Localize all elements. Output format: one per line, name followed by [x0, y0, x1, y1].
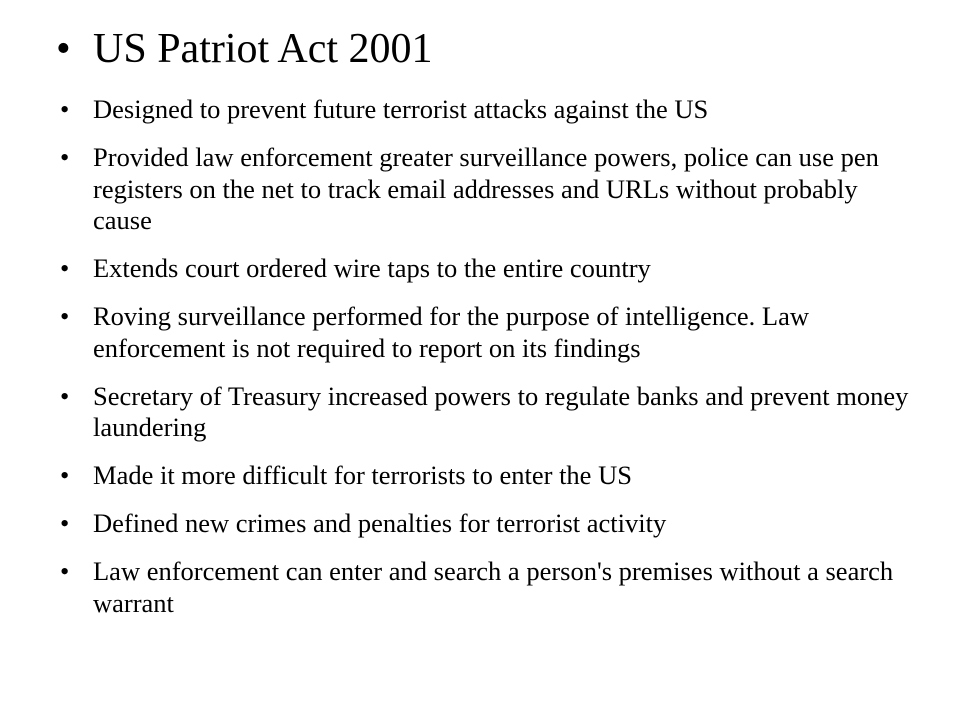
- list-item: [0, 556, 960, 619]
- bullet-icon: •: [60, 556, 70, 586]
- list-item: [0, 301, 960, 364]
- list-item-text: Designed to prevent future terrorist attacks against the US: [93, 94, 709, 124]
- list-item: [0, 508, 960, 540]
- list-item: [0, 142, 960, 237]
- bullet-list: [0, 94, 960, 619]
- list-item-text: Extends court ordered wire taps to the entire country: [93, 253, 651, 283]
- list-item-text: Defined new crimes and penalties for terrorist activity: [93, 508, 667, 538]
- list-item-text: Provided law enforcement greater surveillance powers, police can use pen registers on the net to track email addresses and URLs without probably cause: [93, 142, 879, 235]
- slide-title-row: [0, 22, 960, 76]
- list-item: [0, 253, 960, 285]
- list-item-text: Law enforcement can enter and search a person's premises without a search warrant: [93, 556, 894, 618]
- list-item-text: Roving surveillance performed for the purpose of intelligence. Law enforcement is not required to report on its findings: [93, 301, 809, 363]
- bullet-icon: •: [60, 380, 70, 411]
- bullet-icon: •: [60, 301, 70, 331]
- slide-title: US Patriot Act 2001: [93, 26, 433, 72]
- bullet-icon: •: [60, 460, 70, 490]
- list-item: [0, 94, 960, 126]
- bullet-icon: •: [60, 142, 70, 172]
- bullet-icon: •: [56, 26, 71, 72]
- bullet-icon: •: [60, 508, 70, 538]
- list-item: [0, 460, 960, 492]
- bullet-icon: •: [60, 253, 70, 283]
- list-item-text: Secretary of Treasury increased powers to regulate banks and prevent money laundering: [93, 380, 909, 442]
- list-item: [0, 381, 960, 444]
- list-item-text: Made it more difficult for terrorists to enter the US: [93, 460, 632, 490]
- bullet-icon: •: [60, 94, 70, 124]
